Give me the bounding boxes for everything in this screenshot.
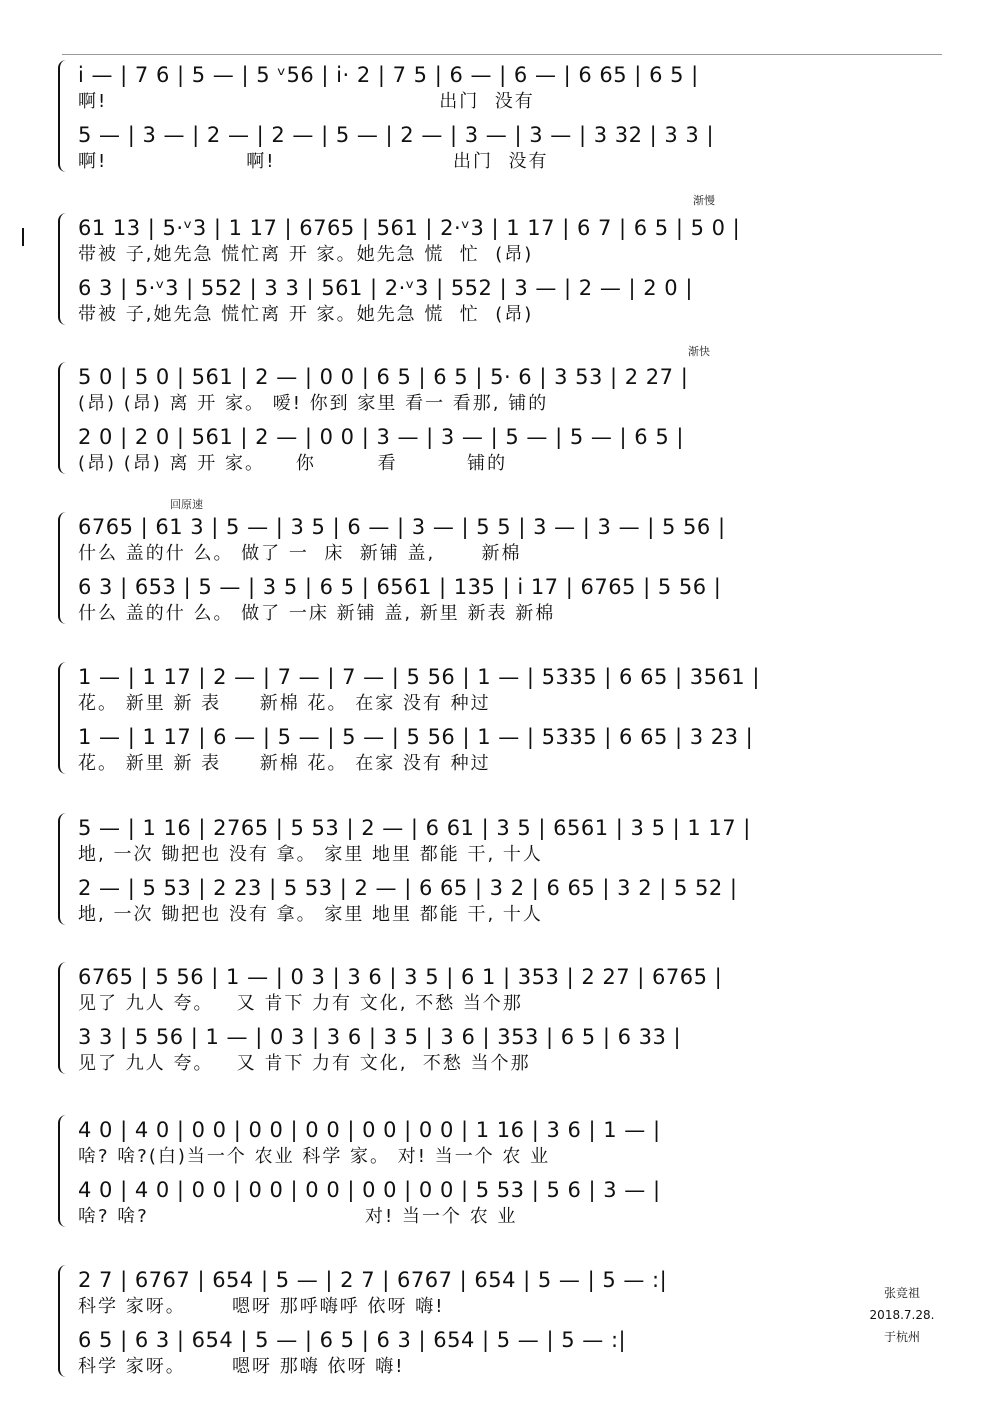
upper-part xyxy=(78,962,942,1012)
upper-part xyxy=(78,662,942,712)
signature-block xyxy=(862,1282,942,1348)
score-system-9 xyxy=(62,1265,862,1385)
tempo-mark-faster: 渐快 xyxy=(688,345,710,358)
lower-notes: 2 0 | 2 0 | 561 | 2 — | 0 0 | 3 — | 3 — | 5 — | 5 — | 6 5 | xyxy=(78,425,684,449)
upper-notes: 1 — | 1 17 | 2 — | 7 — | 7 — | 5 56 | 1 — | 5335 | 6 65 | 3561 | xyxy=(78,665,760,689)
lower-part xyxy=(78,1175,942,1225)
lower-notes: 1 — | 1 17 | 6 — | 5 — | 5 — | 5 56 | 1 — | 5335 | 6 65 | 3 23 | xyxy=(78,725,754,749)
tempo-mark-original: 回原速 xyxy=(170,498,203,511)
lower-part xyxy=(78,120,942,170)
upper-lyrics: 带被 子,她先急 慌忙离 开 家。她先急 慌 忙 (昂) xyxy=(78,244,534,265)
lower-notes: 4 0 | 4 0 | 0 0 | 0 0 | 0 0 | 0 0 | 0 0 | 5 53 | 5 6 | 3 — | xyxy=(78,1178,661,1202)
score-system-1 xyxy=(62,60,942,180)
lower-part xyxy=(78,572,942,622)
tempo-mark-slower: 渐慢 xyxy=(693,194,715,207)
score-system-4 xyxy=(62,512,942,632)
lower-notes: 5 — | 3 — | 2 — | 2 — | 5 — | 2 — | 3 — | 3 — | 3 32 | 3 3 | xyxy=(78,123,715,147)
score-system-5 xyxy=(62,662,942,782)
upper-part xyxy=(78,1115,942,1165)
lower-lyrics: 科学 家呀。 嗯呀 那嗨 依呀 嗨! xyxy=(78,1356,405,1377)
upper-lyrics: 啥? 啥?(白)当一个 农业 科学 家。 对! 当一个 农 业 xyxy=(78,1146,551,1167)
system-brace xyxy=(58,512,72,624)
system-brace xyxy=(58,813,72,925)
upper-part xyxy=(78,60,942,110)
lower-notes: 6 3 | 5·ᵛ3 | 552 | 3 3 | 561 | 2·ᵛ3 | 552 | 3 — | 2 — | 2 0 | xyxy=(78,276,693,300)
score-system-7 xyxy=(62,962,942,1082)
lower-lyrics: 地, 一次 锄把也 没有 拿。 家里 地里 都能 干, 十人 xyxy=(78,904,543,925)
lower-lyrics: 见了 九人 夸。 又 肯下 力有 文化, 不愁 当个那 xyxy=(78,1053,531,1074)
author-name: 张竞祖 xyxy=(883,1286,920,1300)
upper-part xyxy=(78,213,942,263)
system-brace xyxy=(58,1115,72,1227)
system-brace xyxy=(58,362,72,474)
upper-notes: 6765 | 5 56 | 1 — | 0 3 | 3 6 | 3 5 | 6 1 | 353 | 2 27 | 6765 | xyxy=(78,965,723,989)
lower-part xyxy=(78,1022,942,1072)
upper-lyrics: 见了 九人 夸。 又 肯下 力有 文化, 不愁 当个那 xyxy=(78,993,523,1014)
upper-part xyxy=(78,362,942,412)
upper-notes: 2 7 | 6767 | 654 | 5 — | 2 7 | 6767 | 654 | 5 — | 5 — :| xyxy=(78,1268,668,1292)
upper-lyrics: 地, 一次 锄把也 没有 拿。 家里 地里 都能 干, 十人 xyxy=(78,844,543,865)
lower-notes: 3 3 | 5 56 | 1 — | 0 3 | 3 6 | 3 5 | 3 6 | 353 | 6 5 | 6 33 | xyxy=(78,1025,682,1049)
system-brace xyxy=(58,662,72,774)
system-brace xyxy=(58,60,72,172)
top-rule xyxy=(62,54,942,55)
upper-notes: 5 0 | 5 0 | 561 | 2 — | 0 0 | 6 5 | 6 5 | 5· 6 | 3 53 | 2 27 | xyxy=(78,365,689,389)
lower-lyrics: 啊! 啊! 出门 没有 xyxy=(78,151,549,172)
score-system-3 xyxy=(62,362,942,482)
upper-lyrics: 花。 新里 新 表 新棉 花。 在家 没有 种过 xyxy=(78,693,491,714)
lower-lyrics: 带被 子,她先急 慌忙离 开 家。她先急 慌 忙 (昂) xyxy=(78,304,534,325)
upper-lyrics: 科学 家呀。 嗯呀 那呼嗨呼 依呀 嗨! xyxy=(78,1296,445,1317)
lower-lyrics: 什么 盖的什 么。 做了 一床 新铺 盖, 新里 新表 新棉 xyxy=(78,603,556,624)
lower-part xyxy=(78,422,942,472)
system-brace xyxy=(58,962,72,1074)
upper-lyrics: (昂) (昂) 离 开 家。 嗳! 你到 家里 看一 看那, 铺的 xyxy=(78,393,549,414)
upper-lyrics: 啊! 出门 没有 xyxy=(78,91,535,112)
lower-lyrics: (昂) (昂) 离 开 家。 你 看 铺的 xyxy=(78,453,508,474)
upper-notes: 6765 | 61 3 | 5 — | 3 5 | 6 — | 3 — | 5 5 | 3 — | 3 — | 5 56 | xyxy=(78,515,726,539)
upper-lyrics: 什么 盖的什 么。 做了 一 床 新铺 盖, 新棉 xyxy=(78,543,522,564)
upper-notes: 4 0 | 4 0 | 0 0 | 0 0 | 0 0 | 0 0 | 0 0 | 1 16 | 3 6 | 1 — | xyxy=(78,1118,661,1142)
margin-mark xyxy=(22,228,24,246)
system-brace xyxy=(58,213,72,325)
system-brace xyxy=(58,1265,72,1377)
lower-part xyxy=(78,273,942,323)
score-system-8 xyxy=(62,1115,942,1235)
lower-lyrics: 花。 新里 新 表 新棉 花。 在家 没有 种过 xyxy=(78,753,491,774)
date-text: 2018.7.28. xyxy=(869,1308,935,1322)
upper-part xyxy=(78,512,942,562)
lower-part xyxy=(78,722,942,772)
upper-notes: 5 — | 1 16 | 2765 | 5 53 | 2 — | 6 61 | 3 5 | 6561 | 3 5 | 1 17 | xyxy=(78,816,751,840)
lower-lyrics: 啥? 啥? 对! 当一个 农 业 xyxy=(78,1206,518,1227)
score-system-2 xyxy=(62,213,942,333)
lower-notes: 6 3 | 653 | 5 — | 3 5 | 6 5 | 6561 | 135 | i 17 | 6765 | 5 56 | xyxy=(78,575,722,599)
upper-part xyxy=(78,813,942,863)
score-system-6 xyxy=(62,813,942,933)
upper-notes: 61 13 | 5·ᵛ3 | 1 17 | 6765 | 561 | 2·ᵛ3 | 1 17 | 6 7 | 6 5 | 5 0 | xyxy=(78,216,741,240)
lower-part xyxy=(78,1325,862,1375)
upper-notes: i̇ — | 7 6 | 5 — | 5 ᵛ56 | i̇· 2 | 7 5 | 6 — | 6 — | 6 65 | 6 5 | xyxy=(78,63,699,87)
lower-part xyxy=(78,873,942,923)
place-text: 于杭州 xyxy=(883,1330,920,1344)
upper-part xyxy=(78,1265,862,1315)
lower-notes: 2 — | 5 53 | 2 23 | 5 53 | 2 — | 6 65 | 3 2 | 6 65 | 3 2 | 5 52 | xyxy=(78,876,738,900)
lower-notes: 6 5 | 6 3 | 654 | 5 — | 6 5 | 6 3 | 654 | 5 — | 5 — :| xyxy=(78,1328,627,1352)
